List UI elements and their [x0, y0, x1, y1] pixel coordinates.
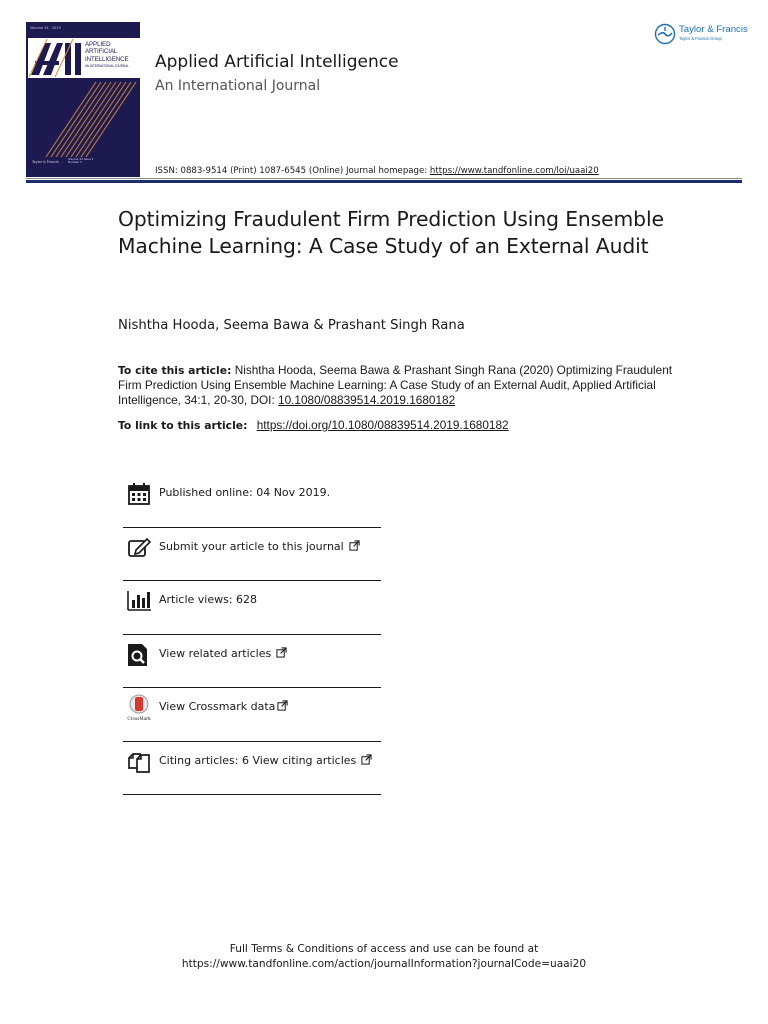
info-row-citing[interactable] — [123, 742, 381, 796]
journal-cover-image — [26, 22, 140, 177]
cover-title-line: INTELLIGENCE — [85, 55, 129, 63]
ai-journal-logo — [29, 39, 83, 77]
search-document-icon — [127, 643, 151, 667]
cover-volume-line: Volume 34 · 2019 — [30, 26, 61, 30]
external-link-icon — [349, 540, 360, 551]
cite-label: To cite this article: — [118, 364, 232, 377]
cover-footer — [32, 158, 134, 168]
journal-subtitle: An International Journal — [155, 78, 321, 94]
info-row-related[interactable] — [123, 635, 381, 689]
crossmark-link[interactable] — [159, 700, 288, 713]
article-doi-link[interactable]: https://doi.org/10.1080/08839514.2019.1680182 — [256, 418, 509, 432]
citation-block — [118, 363, 678, 409]
cover-title — [85, 41, 129, 71]
link-label: To link to this article: — [118, 419, 248, 432]
published-date: Published online: 04 Nov 2019. — [159, 486, 331, 499]
edit-icon — [127, 536, 151, 560]
submit-article-label: Submit your article to this journal — [159, 539, 344, 553]
citing-articles-label: Citing articles: 6 View citing articles — [159, 753, 357, 767]
terms-text: Full Terms & Conditions of access and use can be found at — [229, 943, 539, 955]
taylor-francis-logo[interactable] — [654, 22, 746, 46]
article-title: Optimizing Fraudulent Firm Prediction Using Ensemble Machine Learning: A Case Study of an External Audit — [118, 207, 664, 258]
journal-homepage-link[interactable]: https://www.tandfonline.com/loi/uaai20 — [429, 166, 599, 176]
crossmark-label: View Crossmark data — [159, 700, 276, 713]
info-row-submit[interactable] — [123, 528, 381, 582]
info-row-views — [123, 581, 381, 635]
external-link-icon — [276, 647, 287, 658]
publisher-group: Taylor & Francis Group — [679, 36, 722, 41]
cover-issue-line: Volume 34 Issue 1 — [68, 157, 94, 161]
cover-issue-info — [68, 158, 94, 165]
related-articles-label: View related articles — [159, 646, 272, 660]
cover-publisher: Taylor & Francis — [32, 160, 59, 164]
cite-text: Nishtha Hooda, Seema Bawa & Prashant Singh Rana (2020) Optimizing Fraudulent Firm Prediction Using Ensemble Machine Learning: A Case Study of an External Audit, Applied Artificial Intelligence, 34:1, 20-30, DOI: — [118, 363, 673, 408]
article-views: Article views: 628 — [159, 593, 258, 606]
cover-title-line: APPLIED — [85, 41, 111, 48]
terms-footer — [0, 942, 768, 972]
taylor-francis-emblem-icon — [654, 23, 676, 45]
crossmark-caption: CrossMark — [127, 716, 151, 721]
cover-subtitle: AN INTERNATIONAL JOURNAL — [85, 64, 129, 69]
cover-title-line: ARTIFICIAL — [85, 48, 118, 56]
header-divider — [26, 180, 742, 183]
citing-articles-link[interactable] — [159, 754, 372, 767]
issn-text: ISSN: 0883-9514 (Print) 1087-6545 (Online) Journal homepage: — [155, 166, 430, 176]
info-row-crossmark[interactable] — [123, 688, 381, 742]
cover-logo-block — [28, 38, 140, 78]
external-link-icon — [361, 754, 372, 765]
header-divider-thin — [26, 178, 742, 179]
info-row-published — [123, 474, 381, 528]
bar-chart-icon — [127, 589, 151, 613]
issn-line — [155, 166, 599, 176]
cover-issue-line: Number 1 — [68, 160, 82, 165]
article-link-line — [118, 418, 509, 432]
external-link-icon — [277, 700, 288, 711]
calendar-icon — [127, 482, 151, 506]
article-authors: Nishtha Hooda, Seema Bawa & Prashant Singh Rana — [118, 318, 465, 333]
article-info-list — [123, 474, 381, 795]
cite-doi-link[interactable]: 10.1080/08839514.2019.1680182 — [278, 393, 456, 408]
submit-article-link[interactable] — [159, 540, 360, 553]
journal-title: Applied Artificial Intelligence — [155, 52, 399, 72]
terms-url[interactable]: https://www.tandfonline.com/action/journalInformation?journalCode=uaai20 — [181, 958, 587, 970]
citing-articles-icon — [127, 750, 151, 774]
crossmark-icon — [127, 694, 151, 722]
publisher-name: Taylor & Francis — [679, 24, 748, 35]
related-articles-link[interactable] — [159, 647, 287, 660]
